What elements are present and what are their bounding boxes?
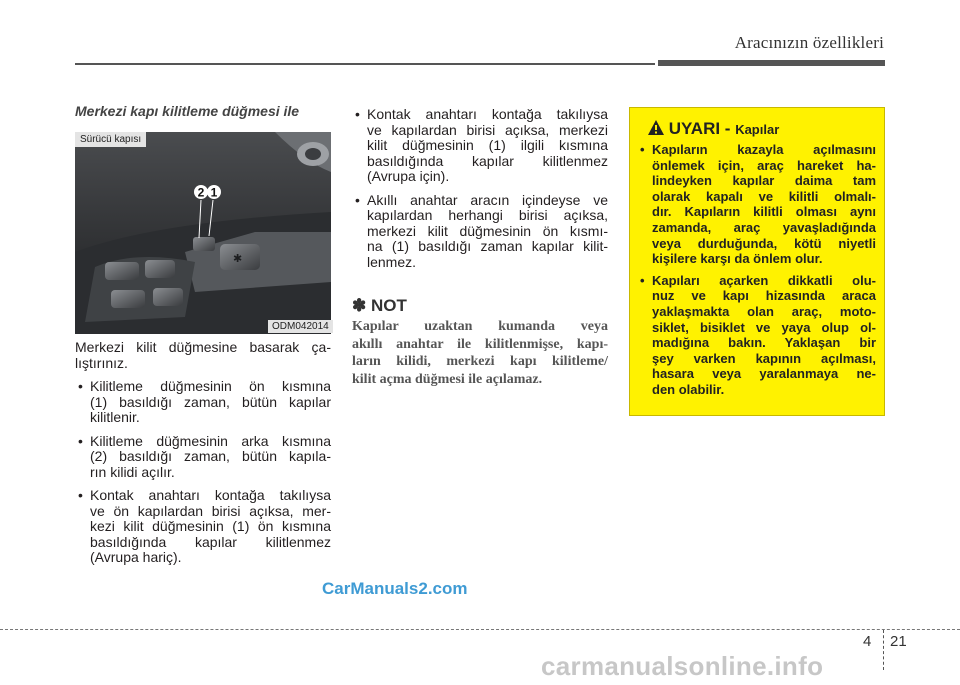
warning-title: UYARI -	[668, 119, 731, 138]
callout-1: 1	[210, 185, 218, 200]
warning-heading	[648, 119, 779, 139]
list-item: • Kilitleme düğmesinin arka kısmına (2) basıldığı zaman, bütün kapıla- rın kilidi açılır.	[75, 434, 331, 481]
list-item: • Kapıların kazayla açılmasını önlemek için, araç hareket ha- lindeyken kapılar daima tam olarak kapalı ve kilitli olmalı- dır. Kapıların kilitli olması aynı zamanda, araç yavaşladığında veya durduğunda, kötü niyetli kişilere karşı da önlem olur.	[640, 142, 876, 267]
intro-paragraph: Merkezi kilit düğmesine basarak ça- lıştırınız.	[75, 339, 331, 371]
callout-2: 2	[197, 185, 205, 200]
door-switch-photo	[75, 132, 331, 334]
warning-list	[640, 142, 876, 404]
header-rule	[75, 63, 655, 65]
carmanuals-watermark-link[interactable]: CarManuals2.com	[322, 579, 468, 598]
note-star-icon: ✽	[352, 296, 367, 315]
warning-triangle-icon	[648, 120, 664, 135]
column-middle	[352, 107, 608, 278]
footer-watermark-link[interactable]: carmanualsonline.info	[541, 651, 824, 681]
europe-bullet-list	[352, 107, 608, 270]
section-title: Merkezi kapı kilitleme düğmesi ile	[75, 103, 300, 119]
list-item: • Kilitleme düğmesinin ön kısmına (1) basıldığı zaman, bütün kapılar kilitlenir.	[75, 379, 331, 426]
column-left	[75, 340, 331, 574]
footer-divider	[0, 629, 960, 630]
list-item: • Kapıları açarken dikkatli olu- nuz ve kapı hizasında araca yaklaşmakta olan araç, moto- siklet, bisiklet ve yaya olup ol- madığına bakın. Yaklaşan bir şey varken kapının açılması, hasara veya yaralanmaya ne- den olabilir.	[640, 273, 876, 398]
page-number-divider	[883, 630, 884, 670]
list-item: • Kontak anahtarı kontağa takılıysa ve kapılardan birisi açıksa, merkezi kilit düğmesinin (1) ilgili kısmına basıldığında kapılar kilitlenmez (Avrupa için).	[352, 107, 608, 185]
list-item: • Akıllı anahtar aracın içindeyse ve kapılardan herhangi birisi açıksa, merkezi kilit düğmesinin ön kısmı- na (1) basıldığı zaman kapılar kilit- lenmez.	[352, 193, 608, 271]
header-rule-thick	[658, 60, 885, 66]
list-item: • Kontak anahtarı kontağa takılıysa ve ön kapılardan birisi açıksa, mer- kezi kilit düğmesinin (1) ön kısmına basıldığında kapılar kilitlenmez (Avrupa hariç).	[75, 488, 331, 566]
lock-bullet-list	[75, 379, 331, 566]
note-body: Kapılar uzaktan kumanda veya akıllı anahtar ile kilitlenmişse, kapı- ların kilidi, merkezi kapı kilitleme/ kilit açma düğmesi ile açılamaz.	[352, 319, 608, 387]
svg-text:✱: ✱	[233, 252, 243, 265]
note-title: NOT	[370, 296, 407, 315]
chapter-title: Aracınızın özellikleri	[734, 33, 884, 52]
note-heading	[352, 296, 407, 316]
warning-subtitle: Kapılar	[735, 122, 780, 137]
page-number: 21	[890, 633, 907, 650]
chapter-number: 4	[863, 633, 872, 650]
warning-box	[629, 107, 885, 416]
photo-code: ODM042014	[268, 320, 333, 333]
photo-caption-driver-door: Sürücü kapısı	[75, 132, 146, 147]
door-panel-illustration	[75, 132, 331, 334]
